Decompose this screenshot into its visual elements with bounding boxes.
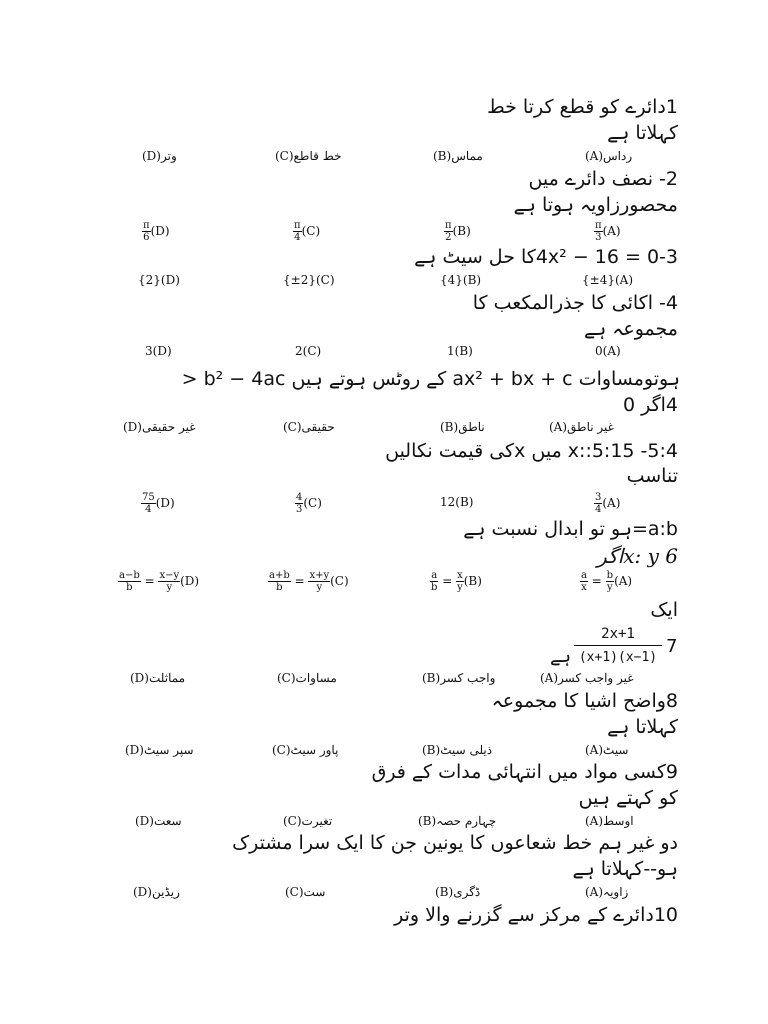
- question-9-line-2: کہلاتا ہے: [607, 716, 678, 738]
- option-b: (B)ڈگری: [435, 885, 481, 899]
- question-8-options: [0, 668, 768, 688]
- question-1-line-1: 1دائرے کو قطع کرتا خط: [487, 96, 678, 118]
- option-a: 0(A): [595, 344, 621, 358]
- option-c: (C)حقیقی: [283, 420, 335, 434]
- question-9-line-1: 8واضح اشیا کا مجموعہ: [491, 690, 678, 712]
- option-a: (A)اوسط: [585, 814, 634, 828]
- question-3-options: [0, 270, 768, 290]
- question-11-options: [0, 882, 768, 902]
- option-d: $\frac{75}{4}$ (D): [142, 492, 175, 515]
- question-10-line-1: 9کسی مواد میں انتہائی مدات کے فرق: [371, 761, 678, 783]
- question-9-options: [0, 740, 768, 760]
- option-a: (A)زاویہ: [585, 885, 629, 899]
- option-a: (A)غیر ناطق: [549, 420, 614, 434]
- option-c: $\frac{4}{3}$ (C): [296, 492, 322, 515]
- option-c: 2(C): [295, 344, 322, 358]
- option-a: (A)سیٹ: [585, 743, 629, 757]
- option-d: $\frac{a-b}{b}$ = $\frac{x-y}{y}$ (D): [119, 570, 200, 593]
- question-5-line-2: 4اگر 0: [622, 394, 678, 416]
- question-6-line-2: تناسب: [626, 465, 678, 487]
- question-7-line-2: x: y 6اگر: [597, 544, 678, 568]
- option-b: 1(B): [447, 344, 473, 358]
- question-12-line-1: 10دائرے کے مرکز سے گزرنے والا وتر: [394, 904, 678, 926]
- question-10-options: [0, 811, 768, 831]
- option-d: (D)سعت: [135, 814, 182, 828]
- question-2-line-2: محصورزاویہ ہوتا ہے: [513, 194, 678, 216]
- option-d: (D)وتر: [142, 149, 177, 163]
- option-a: $\frac{3}{4}$ (A): [595, 492, 621, 515]
- option-d: (D)ریڈین: [133, 885, 180, 899]
- question-8-fraction: ہے 2x+1 (x+1)(x−1) 7: [550, 626, 678, 667]
- question-11-line-1: دو غیر ہم خط شعاعوں کا یونین جن کا ایک سرا مشترک: [232, 832, 678, 854]
- option-a: $\frac{a}{x}$ = $\frac{b}{y}$ (A): [581, 570, 633, 593]
- question-4-line-1: 4- اکائی کا جذرالمکعب کا: [472, 292, 678, 314]
- option-b: (B)ناطق: [440, 420, 485, 434]
- option-d: (D)مماثلت: [130, 671, 186, 685]
- option-d: $\frac{\pi}{6}$ (D): [143, 220, 170, 243]
- question-11-line-2: ہو--کہلاتا ہے: [572, 858, 678, 880]
- question-1-line-2: کہلاتا ہے: [607, 122, 678, 144]
- question-4-options: [0, 341, 768, 361]
- option-b: (B)واجب کسر: [422, 671, 496, 685]
- question-7-options: [0, 570, 768, 593]
- option-b: (B)ذیلی سیٹ: [422, 743, 493, 757]
- option-b: {4}(B): [440, 273, 482, 287]
- option-d: 3(D): [145, 344, 172, 358]
- option-c: (C)خط قاطع: [275, 149, 342, 163]
- option-b: (B)چہارم حصہ: [418, 814, 497, 828]
- question-5-line-1: ہوتومساوات ax² + bx + c کے روٹس ہوتے ہیں b² − 4ac <: [181, 368, 680, 390]
- question-1-options: [0, 146, 768, 166]
- question-6-options: [0, 492, 768, 515]
- option-c: (C)تغیرت: [283, 814, 333, 828]
- option-b: 12(B): [440, 495, 474, 509]
- option-b: $\frac{a}{b}$ = $\frac{x}{y}$ (B): [431, 570, 482, 593]
- question-4-line-2: مجموعہ ہے: [583, 318, 678, 340]
- option-c: (C)مساوات: [277, 671, 337, 685]
- option-c: (C)پاور سیٹ: [272, 743, 339, 757]
- option-d: (D)غیر حقیقی: [123, 420, 196, 434]
- question-7-line-1: a:b=ہو تو ابدال نسبت ہے: [463, 518, 678, 540]
- question-6-line-1: 4:x::5:15 -5 میں xکی قیمت نکالیں: [385, 440, 678, 462]
- option-a: {±4}(A): [582, 273, 633, 287]
- question-8-line-1: ایک: [650, 599, 678, 621]
- question-5-options: [0, 417, 768, 437]
- option-a: $\frac{\pi}{3}$ (A): [595, 220, 621, 243]
- question-2-line-1: 2- نصف دائرے میں: [528, 168, 678, 190]
- option-d: {2}(D): [138, 273, 180, 287]
- option-a: (A)رداس: [585, 149, 633, 163]
- option-d: (D)سپر سیٹ: [125, 743, 194, 757]
- option-b: $\frac{\pi}{2}$ (B): [445, 220, 471, 243]
- option-c: {±2}(C): [283, 273, 335, 287]
- option-c: (C)ست: [285, 885, 326, 899]
- question-3-line-1: 4x² − 16 = 0-3کا حل سیٹ ہے: [414, 246, 678, 268]
- question-10-line-2: کو کہتے ہیں: [578, 787, 678, 809]
- option-b: (B)مماس: [433, 149, 483, 163]
- question-2-options: [0, 220, 768, 243]
- option-c: $\frac{a+b}{b}$ = $\frac{x+y}{y}$ (C): [269, 570, 349, 593]
- option-c: $\frac{\pi}{4}$ (C): [294, 220, 321, 243]
- option-a: (A)غیر واجب کسر: [540, 671, 634, 685]
